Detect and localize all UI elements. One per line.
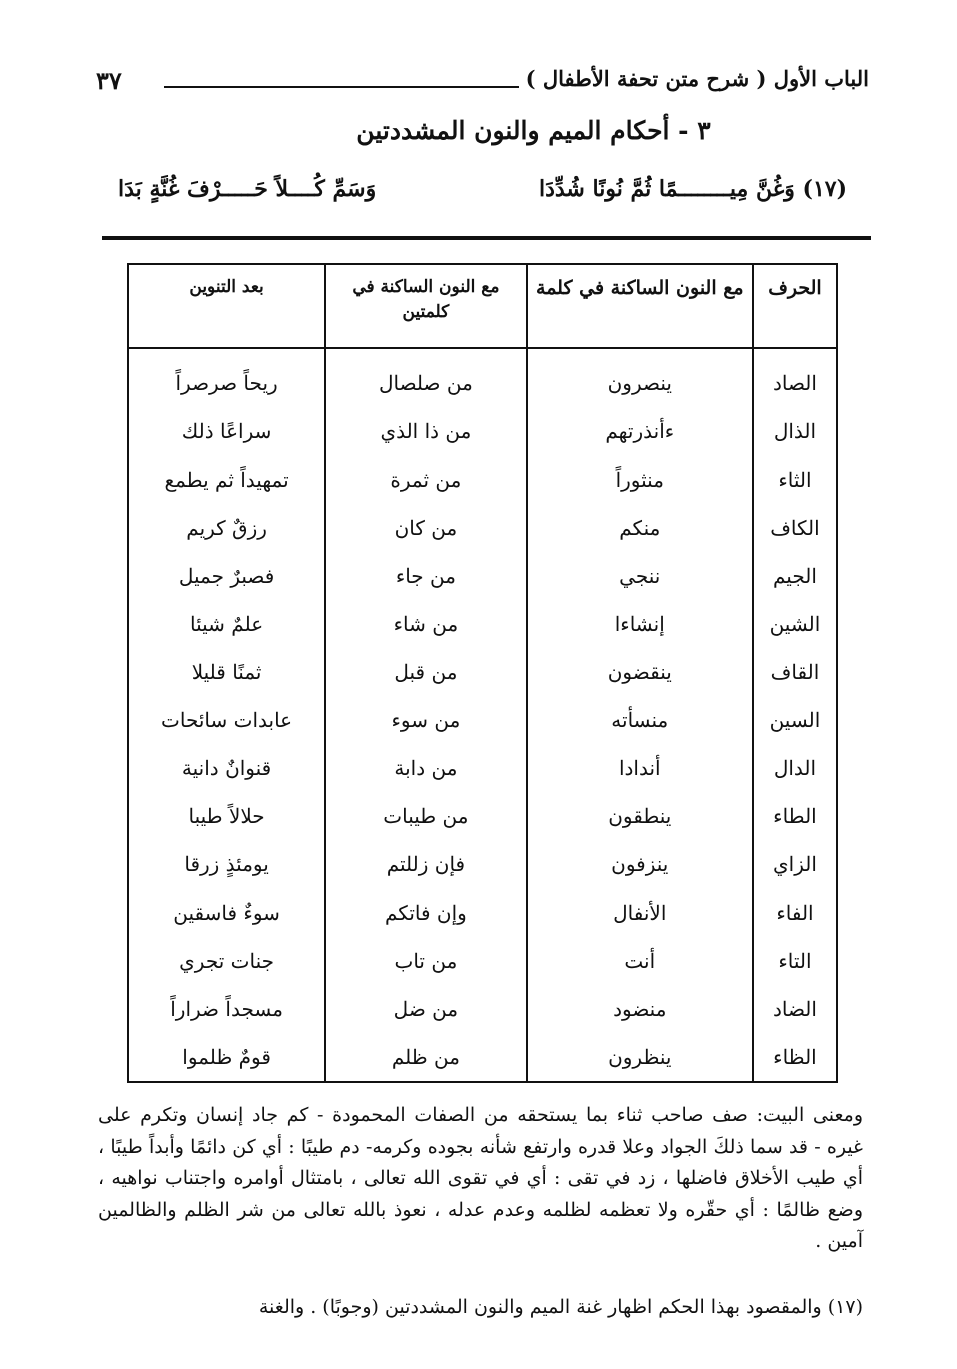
table-row (128, 840, 837, 888)
letter-cell: الكاف (753, 504, 837, 552)
one-word-cell: ينطقون (527, 792, 753, 840)
page-number: ٣٧ (96, 66, 122, 95)
tanween-cell: قومٌ ظلموا (182, 1044, 271, 1069)
letter-cell: الظاء (753, 1033, 837, 1082)
two-words-cell: من ذا الذي (325, 407, 526, 455)
one-word-cell: ينصرون (527, 348, 753, 407)
letter-cell: التاء (753, 937, 837, 985)
table-row (128, 648, 837, 696)
tanween-cell: حلالاً طيبا (188, 804, 265, 829)
one-word-cell: ننجي (527, 552, 753, 600)
table-row (128, 348, 837, 407)
header-rule (164, 86, 519, 88)
one-word-cell: ءأنذرتهم (527, 407, 753, 455)
one-word-cell: إنشاءا (527, 600, 753, 648)
two-words-cell: من دابة (325, 744, 526, 792)
header-letter: الحرف (753, 264, 837, 348)
table-row (128, 985, 837, 1033)
table-header-row (128, 264, 837, 348)
tanween-cell: سوءٌ فاسقين (173, 900, 280, 925)
letter-cell: الذال (753, 407, 837, 455)
tanween-cell: قنوانٌ دانية (181, 756, 272, 781)
letter-cell: الجيم (753, 552, 837, 600)
tanween-cell: علمٌ شيئا (190, 611, 264, 636)
two-words-cell: من ثمرة (325, 455, 526, 503)
tanween-cell: يومئذٍ زرقا (184, 852, 269, 877)
two-words-cell: من جاء (325, 552, 526, 600)
table-row (128, 696, 837, 744)
table-row (128, 407, 837, 455)
letter-cell: السين (753, 696, 837, 744)
letter-cell: الشين (753, 600, 837, 648)
header-one-word: مع النون الساكنة في كلمة (527, 264, 753, 348)
verse-line (118, 176, 847, 202)
tanween-cell: ثمنًا قليلا (191, 659, 262, 684)
letter-cell: الفاء (753, 888, 837, 936)
one-word-cell: منسأته (527, 696, 753, 744)
table-row (128, 552, 837, 600)
table-row (128, 888, 837, 936)
two-words-cell: من ظلم (325, 1033, 526, 1082)
tanween-cell: سراعًا ذلك (181, 419, 272, 444)
verse-explanation (98, 1100, 863, 1258)
tanween-cell: فصبرٌ جميل (178, 563, 275, 588)
verse-second-hemistich: وَسَمِّ كُــــلاً حَـــــرْفَ غُنَّةٍ بَدَا (118, 176, 377, 202)
one-word-cell: ينظرون (527, 1033, 753, 1082)
running-header (96, 66, 869, 100)
tanween-cell: عابدات سائحات (161, 708, 293, 733)
one-word-cell: منضود (527, 985, 753, 1033)
tanween-cell: جنات تجري (179, 948, 274, 973)
letter-cell: الزاي (753, 840, 837, 888)
header-two-words: مع النون الساكنة في كلمتين (325, 264, 526, 348)
one-word-cell: ينزفون (527, 840, 753, 888)
table-row (128, 504, 837, 552)
one-word-cell: أنت (527, 937, 753, 985)
section-heading: ٣ - أحكام الميم والنون المشددتين (356, 116, 711, 145)
header-after-tanween: بعد التنوين (128, 264, 325, 348)
one-word-cell: منكم (527, 504, 753, 552)
letter-cell: الطاء (753, 792, 837, 840)
one-word-cell: ينقضون (527, 648, 753, 696)
letter-cell: الصاد (753, 348, 837, 407)
two-words-cell: من تاب (325, 937, 526, 985)
table-body (128, 348, 837, 1082)
table-row (128, 1033, 837, 1082)
one-word-cell: أندادا (527, 744, 753, 792)
two-words-cell: من طيبات (325, 792, 526, 840)
table-row (128, 455, 837, 503)
table-row (128, 792, 837, 840)
two-words-cell: من صلصال (325, 348, 526, 407)
table-row (128, 744, 837, 792)
tanween-cell: ريحاً صرصراً (175, 371, 278, 396)
two-words-cell: من ضل (325, 985, 526, 1033)
idgham-rules-table (127, 263, 838, 1083)
explanation-text: ومعنى البيت: صف صاحب ثناء بما يستحقه من الصفات المحمودة - كم جاد إنسان وتكرم على غيره - قد سما ذلكَ الجواد وعلا قدره وارتفع شأنه بجوده وكرمه- دم طيبًا : أي كن دائمًا وأبداً طيبًا ، أي طيب الأخلاق فاضلها ، زد في تقى : أي في تقوى الله تعالى ، بامتثال أوامره واجتناب نواهيه ، وضع ظالمًا : أي حقّره ولا تعظمه لظلمه وعدم عدله ، نعوذ بالله تعالى من شر الظلم والظالمين آمين . (98, 1104, 863, 1252)
letter-cell: القاف (753, 648, 837, 696)
tanween-cell: مسجداً ضراراً (170, 996, 283, 1021)
letter-cell: الثاء (753, 455, 837, 503)
tanween-cell: رزقٌ كريم (186, 515, 267, 540)
two-words-cell: وإن فاتكم (325, 888, 526, 936)
two-words-cell: من شاء (325, 600, 526, 648)
letter-cell: الدال (753, 744, 837, 792)
one-word-cell: الأنفال (527, 888, 753, 936)
one-word-cell: منثوراً (527, 455, 753, 503)
footnote: (١٧) والمقصود بهذا الحكم اظهار غنة الميم والنون المشددتين (وجوبًا) . والغنة (258, 1296, 863, 1318)
verse-first-hemistich: (١٧) وَغُنَّ مِيــــــــمًا ثُمَّ نُونًا شُدِّدَا (538, 176, 847, 202)
two-words-cell: فإن زللتم (325, 840, 526, 888)
section-divider (102, 236, 871, 240)
two-words-cell: من سوء (325, 696, 526, 744)
two-words-cell: من قبل (325, 648, 526, 696)
tanween-cell: تمهيداً ثم يطمع (164, 467, 289, 492)
table-row (128, 600, 837, 648)
letter-cell: الضاد (753, 985, 837, 1033)
table-row (128, 937, 837, 985)
two-words-cell: من كان (325, 504, 526, 552)
running-title: الباب الأول ( شرح متن تحفة الأطفال ) (525, 66, 869, 91)
